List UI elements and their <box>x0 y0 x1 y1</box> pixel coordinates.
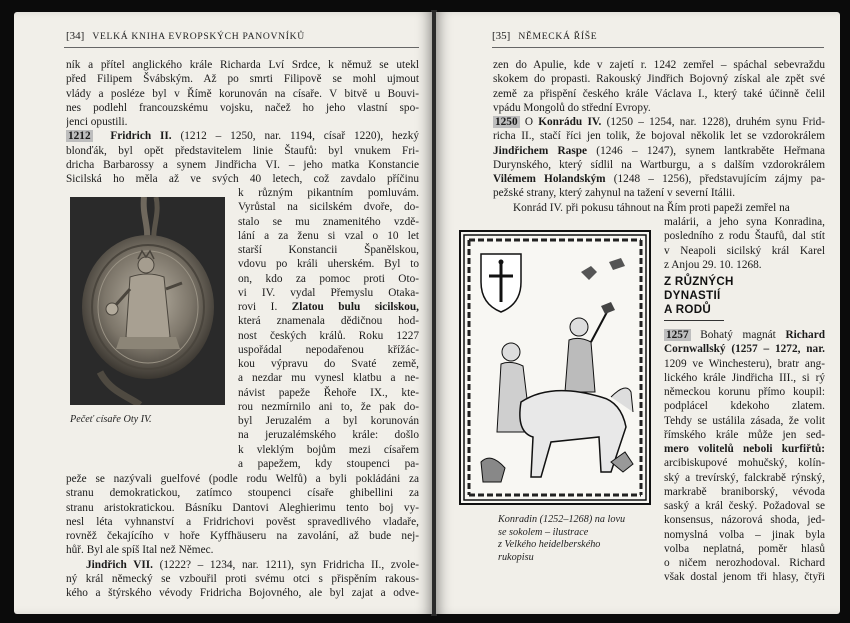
text-line: o ničem nerozhodoval. Richard <box>664 557 825 569</box>
richard-heading-line: 1257 Bohatý magnát Richard <box>666 329 825 341</box>
text-line: z Anjou 29. 10. 1268. <box>664 258 762 271</box>
text-line: země za přispění českého krále Václava I., který také účinně čelil <box>493 87 825 100</box>
falconry-illustration-icon <box>461 232 649 503</box>
text-line: vi IV. vydal Přemyslu Otaka- <box>238 286 419 299</box>
holland-line: Vilémem Holandským (1248 – 1256), představujícím zájmy pa- <box>493 173 825 185</box>
left-page-number: [34] <box>66 30 85 42</box>
text-line: jenci opustili. <box>66 116 128 128</box>
text-line: podplácel kdekoho zlatem. <box>664 400 825 413</box>
text-line: nesl léta vyhnanství a Fridrichovi pověst spravedlivého vladaře, <box>66 515 419 528</box>
left-head-rule <box>64 47 419 48</box>
text-line: mero volitelů neboli kurfiřtů: <box>664 443 825 455</box>
text-line: blonďák, byl opět představitelem linie Štaufů: byl vnukem Fri- <box>66 144 419 157</box>
text-line: arcibiskupové mohučský, kolín- <box>664 457 825 470</box>
text-line: kou výpravu do Svaté země, <box>238 358 419 370</box>
wax-seal-icon <box>70 197 225 405</box>
text-line: stranu aristokratickou. Básníku Dantovi Aleghierimu tento boj vy- <box>66 501 419 514</box>
year-badge-1250: 1250 <box>495 116 518 128</box>
section-title-rule <box>664 320 724 321</box>
text-line: posledního z rodu Štaufů, dal stít <box>664 230 825 243</box>
text-line: lání a za ženu si vzal o 10 let <box>238 229 419 242</box>
text-line: nes podlehl francouzskému vojsku, načež ho jeho vlastní spo- <box>66 101 419 114</box>
text-line: římského krále může jen sed- <box>664 428 825 441</box>
text-line: Konrád IV. při pokusu táhnout na Řím proti papeži zemřel na <box>513 201 790 214</box>
text-line: byl Jeruzalém a byl korunován <box>238 415 419 427</box>
right-narrow-richard <box>664 328 825 585</box>
text-line: starší Konstancii Španělskou, <box>238 244 419 256</box>
text-line: stalo se mu znamenitého vzdě- <box>238 215 419 228</box>
text-line: saský a král český. Požadoval se <box>664 500 825 512</box>
text-line: kého a štýrského vévody Fridricha Bojovného, ale byl zajat a odve- <box>66 587 419 599</box>
text-line: ný král německý se vzbouřil proti svému otci s přispěním rakous- <box>66 572 419 585</box>
section-title: Z RŮZNÝCH DYNASTIÍ A RODŮ <box>664 275 734 316</box>
text-line: richa II., stačí říci jen tolik, že bojoval několik let se vzdorokrálem <box>493 130 825 143</box>
right-page-number: [35] <box>492 30 511 42</box>
text-line: skokem do propasti. Rakouský Jindřich Bojovný získal ale zpět své <box>493 73 825 86</box>
fridrich-heading-line: 1212 Fridrich II. (1212 – 1250, nar. 1194, císař 1220), hezký <box>68 130 419 143</box>
zlata-bula-line: rovi I. Zlatou bulu sicilskou, <box>238 301 419 313</box>
text-line: malárii, a jeho syna Konradina, <box>664 216 825 228</box>
raspe-line: Jindřichem Raspe (1246 – 1247), synem lantkraběte Heřmana <box>493 144 825 157</box>
text-line: vdovu po králi uherském. Byl to <box>238 258 419 271</box>
illustration-frame <box>459 230 651 505</box>
year-badge-1212: 1212 <box>68 130 91 143</box>
text-line: a papežem, kdy stoupenci pa- <box>238 457 419 470</box>
left-narrow-column <box>238 186 419 471</box>
text-line: která znamenala dědičnou hod- <box>238 315 419 328</box>
seal-caption: Pečeť císaře Oty IV. <box>70 414 152 425</box>
left-top-paragraph <box>66 58 419 186</box>
text-line: však dostal jenom tři hlasy, čtyři <box>664 571 825 584</box>
text-line: Vyrůstal na sicilském dvoře, do- <box>238 201 419 214</box>
text-line: návist papeže Řehoře IX., kte- <box>238 386 419 399</box>
text-line: dricha Barbarossy a synem Jindřicha VI. – jeho matka Konstancie <box>66 158 419 171</box>
text-line: rovněž čekajícího v hoře Kyffhäuseru na zavolání, až bude nej- <box>66 530 419 542</box>
text-line: rou nezmírnilo ani to, že pak do- <box>238 400 419 413</box>
text-line: uspořádal nepodařenou křížác- <box>238 343 419 356</box>
right-narrow-top <box>664 215 825 272</box>
text-line: ský a trevírský, falckrabě rýnský, <box>664 471 825 484</box>
ruler-name-holland: Vilémem Holandským <box>493 173 606 185</box>
text-line: zen do Apulie, kde v zajetí r. 1242 zemřel – spáchal sebevraždu <box>493 59 825 71</box>
text-line: k různým pikantním pomluvám. <box>238 187 419 199</box>
text-line: stranu demokratickou, zatímco stoupenci císaře ghibellini za <box>66 487 419 500</box>
text-line: a nezdar mu vynesl klatbu a ne- <box>238 372 419 385</box>
text-line: pežské strany, který zahynul na tažení v severní Itálii. <box>493 187 736 200</box>
konrad-heading-line: 1250 O Konrádu IV. (1250 – 1254, nar. 1228), druhém synu Frid- <box>495 116 825 128</box>
text-line: 1209 ve Winchesteru), bratr ang- <box>664 357 825 370</box>
right-running-head <box>492 30 597 42</box>
text-line: on, kdo za pomoc proti Oto- <box>238 272 419 285</box>
text-line: na jeruzalémského krále: došlo <box>238 429 419 442</box>
text-line: konsensus, názorová shoda, jed- <box>664 514 825 527</box>
text-line: před Filipem Švábským. Až po smrti Filipově se mohl ujmout <box>66 73 419 86</box>
left-running-head-text: VELKÁ KNIHA EVROPSKÝCH PANOVNÍKŮ <box>92 31 305 42</box>
text-line: Tehdy se ustálila zásada, že volit <box>664 414 825 427</box>
golden-bull-term: Zlatou bulu sicilskou, <box>291 301 419 313</box>
text-line: Cornwallský (1257 – 1272, nar. <box>664 343 825 356</box>
text-line: hůř. Byl ale spíš Ital než Němec. <box>66 544 214 557</box>
ruler-name-jindrich: Jindřich VII. <box>86 558 154 571</box>
text-line: vpádu Mongolů do střední Evropy. <box>493 101 651 114</box>
text-line: Durynského, který sídlil na Wartburgu, a s dalším vzdorokrálem <box>493 158 825 171</box>
ruler-name-richard: Richard <box>785 329 825 341</box>
right-head-rule <box>492 47 824 48</box>
text-line: v Neapoli sicilský král Karel <box>664 244 825 257</box>
text-line: peže se nazývali guelfové (podle rodu Welfů) a byli pokládáni za <box>66 473 419 485</box>
text-line: vlády a posléze byl v Římě korunován na císaře. V bitvě u Bouvi- <box>66 87 419 100</box>
ruler-name-raspe: Jindřichem Raspe <box>493 144 588 157</box>
seal-photo <box>70 197 225 405</box>
ruler-name-konrad: Konrádu IV. <box>538 116 602 128</box>
text-line: německou korunu přímo koupil: <box>664 386 825 398</box>
text-line: Sicilská ho měla až ve svých 40 letech, což zavdalo příčinu <box>66 173 419 185</box>
text-line: lického krále Jindřicha III., si rý <box>664 371 825 384</box>
illustration-caption: Konradin (1252–1268) na lovu se sokolem – ilustrace z Velkého heidelberského rukopisu <box>498 514 626 563</box>
right-running-head-text: NĚMECKÁ ŘÍŠE <box>518 31 598 42</box>
jindrich-heading-line: Jindřich VII. (1222? – 1234, nar. 1211), syn Fridricha II., zvole- <box>86 558 419 571</box>
text-line: ník a přítel anglického krále Richarda Lví Srdce, k němuž se utekl <box>66 59 419 71</box>
text-line: markrabě braniborský, vévoda <box>664 485 825 498</box>
text-line: volba neplatná, poměr hlasů <box>664 542 825 555</box>
left-bottom-paragraph <box>66 472 419 600</box>
right-top-paragraph <box>493 58 825 215</box>
left-running-head <box>66 30 305 42</box>
text-line: nost českých králů. Roku 1227 <box>238 329 419 342</box>
year-badge-1257: 1257 <box>666 329 689 341</box>
text-line: k vleklým bojům mezi císařem <box>238 443 419 456</box>
text-line: nomyslná volba – jinak byla <box>664 528 825 541</box>
ruler-name-fridrich: Fridrich II. <box>110 130 172 143</box>
